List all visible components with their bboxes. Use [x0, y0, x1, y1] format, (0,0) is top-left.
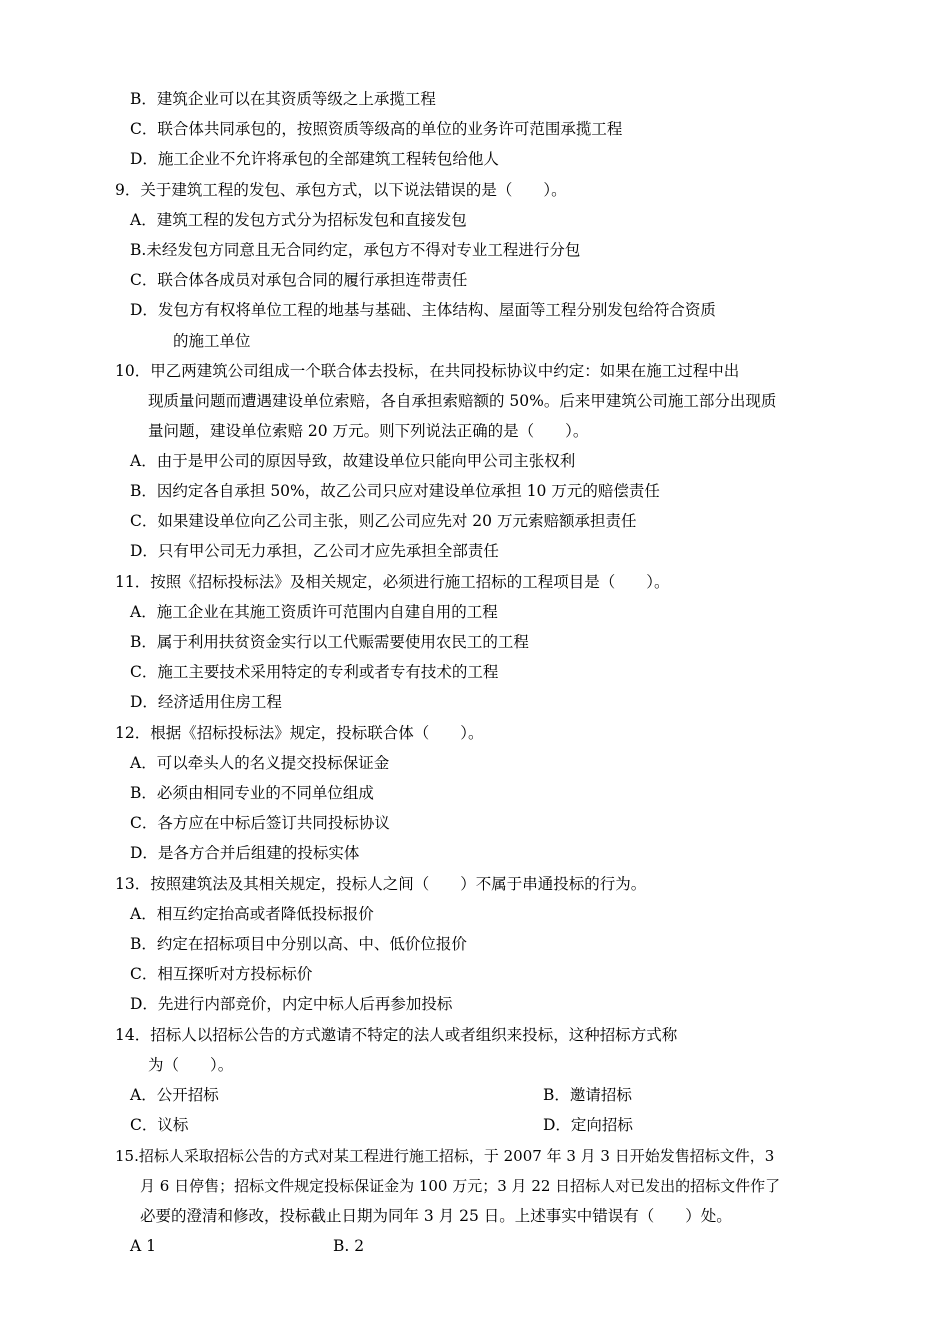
q12-option-c: C．各方应在中标后签订共同投标协议	[130, 814, 390, 832]
q13-option-b: B．约定在招标项目中分别以高、中、低价位报价	[130, 935, 467, 953]
q15-stem-line1: 15.招标人采取招标公告的方式对某工程进行施工招标，于 2007 年 3 月 3 日开始发售招标文件，3	[115, 1147, 775, 1165]
q13-stem: 13．按照建筑法及其相关规定，投标人之间（ ）不属于串通投标的行为。	[115, 875, 647, 893]
q10-stem-line1: 10．甲乙两建筑公司组成一个联合体去投标，在共同投标协议中约定：如果在施工过程中出	[115, 362, 740, 380]
q15-stem-line3: 必要的澄清和修改，投标截止日期为同年 3 月 25 日。上述事实中错误有（ ）处。	[140, 1207, 732, 1225]
q11-option-b: B．属于利用扶贫资金实行以工代赈需要使用农民工的工程	[130, 633, 529, 651]
q10-option-b: B．因约定各自承担 50%，故乙公司只应对建设单位承担 10 万元的赔偿责任	[130, 482, 660, 500]
q14-option-b: B．邀请招标	[543, 1086, 632, 1104]
q11-stem: 11．按照《招标投标法》及相关规定，必须进行施工招标的工程项目是（ ）。	[115, 573, 670, 591]
q9-option-d-continued: 的施工单位	[173, 332, 251, 350]
q14-option-d: D．定向招标	[543, 1116, 633, 1134]
q13-option-a: A．相互约定抬高或者降低投标报价	[130, 905, 374, 923]
q11-option-c: C．施工主要技术采用特定的专利或者专有技术的工程	[130, 663, 499, 681]
q9-option-a: A．建筑工程的发包方式分为招标发包和直接发包	[130, 211, 467, 229]
q11-option-d: D．经济适用住房工程	[130, 693, 282, 711]
q11-option-a: A．施工企业在其施工资质许可范围内自建自用的工程	[130, 603, 498, 621]
q8-option-c: C．联合体共同承包的，按照资质等级高的单位的业务许可范围承揽工程	[130, 120, 623, 138]
q8-option-d: D．施工企业不允许将承包的全部建筑工程转包给他人	[130, 150, 499, 168]
q8-option-b: B．建筑企业可以在其资质等级之上承揽工程	[130, 90, 436, 108]
q12-stem: 12．根据《招标投标法》规定，投标联合体（ ）。	[115, 724, 484, 742]
q12-option-a: A．可以牵头人的名义提交投标保证金	[130, 754, 390, 772]
q12-option-d: D．是各方合并后组建的投标实体	[130, 844, 360, 862]
q13-option-d: D．先进行内部竞价，内定中标人后再参加投标	[130, 995, 453, 1013]
q15-option-b: B. 2	[333, 1237, 365, 1255]
q10-option-c: C．如果建设单位向乙公司主张，则乙公司应先对 20 万元索赔额承担责任	[130, 512, 637, 530]
q9-option-b: B.未经发包方同意且无合同约定，承包方不得对专业工程进行分包	[130, 241, 581, 259]
q15-stem-line2: 月 6 日停售；招标文件规定投标保证金为 100 万元；3 月 22 日招标人对已发出的招标文件作了	[140, 1177, 781, 1195]
q14-stem-line2: 为（ ）。	[148, 1056, 234, 1074]
q9-option-c: C．联合体各成员对承包合同的履行承担连带责任	[130, 271, 468, 289]
q14-stem-line1: 14．招标人以招标公告的方式邀请不特定的法人或者组织来投标，这种招标方式称	[115, 1026, 678, 1044]
q14-option-c: C．议标	[130, 1116, 189, 1134]
q12-option-b: B．必须由相同专业的不同单位组成	[130, 784, 374, 802]
q9-option-d: D．发包方有权将单位工程的地基与基础、主体结构、屋面等工程分别发包给符合资质	[130, 301, 716, 319]
q9-stem: 9．关于建筑工程的发包、承包方式，以下说法错误的是（ ）。	[115, 181, 567, 199]
q14-option-a: A．公开招标	[130, 1086, 219, 1104]
q15-option-a: A 1	[130, 1237, 156, 1255]
q10-stem-line3: 量问题，建设单位索赔 20 万元。则下列说法正确的是（ ）。	[148, 422, 589, 440]
q10-stem-line2: 现质量问题而遭遇建设单位索赔，各自承担索赔额的 50%。后来甲建筑公司施工部分出现质	[148, 392, 777, 410]
q10-option-a: A．由于是甲公司的原因导致，故建设单位只能向甲公司主张权利	[130, 452, 576, 470]
q13-option-c: C．相互探听对方投标标价	[130, 965, 313, 983]
q10-option-d: D．只有甲公司无力承担，乙公司才应先承担全部责任	[130, 542, 499, 560]
